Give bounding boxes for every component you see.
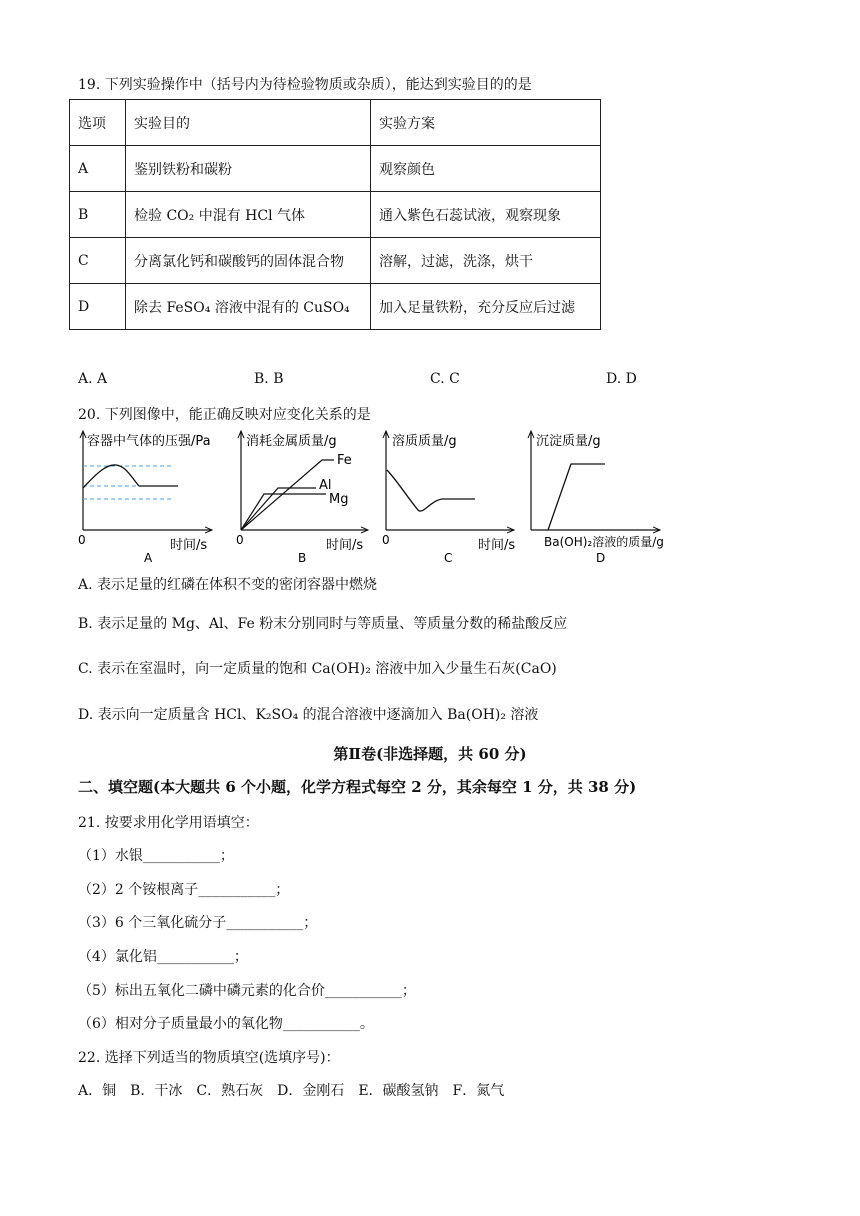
- q20-option-b: B. 表示足量的 Mg、Al、Fe 粉末分别同时与等质量、等质量分数的稀盐酸反应: [78, 616, 568, 632]
- section-heading: 二、填空题(本大题共 6 个小题，化学方程式每空 2 分，其余每空 1 分，共 38 分): [78, 778, 637, 796]
- table-cell: 检验 CO₂ 中混有 HCl 气体: [126, 192, 371, 238]
- table-cell: C: [70, 238, 126, 284]
- table-header-cell: 实验目的: [126, 100, 371, 146]
- graph-a-letter: A: [144, 551, 153, 565]
- q21-item: （6）相对分子质量最小的氧化物___________。: [78, 1016, 374, 1032]
- table-cell: 分离氯化钙和碳酸钙的固体混合物: [126, 238, 371, 284]
- graph-d-xlabel: Ba(OH)₂溶液的质量/g: [544, 535, 664, 549]
- graph-c-origin: 0: [382, 533, 390, 547]
- table-cell: 鉴别铁粉和碳粉: [126, 146, 371, 192]
- graph-b-line-mg: [241, 494, 326, 530]
- q19-choice-b: B. B: [254, 371, 284, 387]
- table-cell: 溶解，过滤，洗涤，烘干: [371, 238, 601, 284]
- q20-option-c: C. 表示在室温时，向一定质量的饱和 Ca(OH)₂ 溶液中加入少量生石灰(CaO): [78, 661, 557, 677]
- graph-c-ylabel: 溶质质量/g: [392, 434, 457, 449]
- graph-c-xlabel: 时间/s: [478, 538, 516, 553]
- q21-item: （4）氯化铝___________；: [78, 949, 248, 965]
- q19-choice-d: D. D: [606, 371, 637, 387]
- graph-d-letter: D: [596, 551, 606, 565]
- table-cell: D: [70, 284, 126, 330]
- graph-a-ylabel: 容器中气体的压强/Pa: [87, 434, 211, 449]
- q19-options-table: [69, 99, 601, 330]
- q21-stem: 21. 按要求用化学用语填空：: [78, 815, 259, 831]
- graph-a-curve: [83, 465, 178, 488]
- table-header-cell: 选项: [70, 100, 126, 146]
- graph-a: [78, 431, 212, 565]
- q20-graphs: [0, 426, 860, 568]
- graph-b-ylabel: 消耗金属质量/g: [246, 434, 337, 449]
- table-cell: A: [70, 146, 126, 192]
- graph-d-ylabel: 沉淀质量/g: [536, 434, 601, 449]
- graph-c-curve: [387, 470, 475, 511]
- table-row: [70, 238, 601, 284]
- table-row: [70, 146, 601, 192]
- q21-item: （5）标出五氧化二磷中磷元素的化合价___________；: [78, 983, 416, 999]
- graph-c: [382, 431, 515, 565]
- graph-b-line-fe: [241, 460, 334, 530]
- graph-b-xlabel: 时间/s: [326, 538, 364, 553]
- graph-b-label-al: Al: [319, 478, 332, 493]
- q20-option-d: D. 表示向一定质量含 HCl、K₂SO₄ 的混合溶液中逐滴加入 Ba(OH)₂ 溶液: [78, 707, 539, 723]
- table-row: [70, 284, 601, 330]
- graph-a-xlabel: 时间/s: [170, 538, 208, 553]
- q20-stem: 20. 下列图像中，能正确反映对应变化关系的是: [78, 407, 371, 423]
- graph-b-label-mg: Mg: [329, 492, 349, 507]
- graph-b-letter: B: [298, 551, 307, 565]
- graph-d-line: [548, 464, 605, 530]
- q21-item: （1）水银___________；: [78, 848, 234, 864]
- graph-d: [531, 431, 664, 565]
- q22-stem: 22. 选择下列适当的物质填空(选填序号)：: [78, 1050, 340, 1066]
- graph-b: [236, 431, 368, 565]
- q19-choice-a: A. A: [78, 371, 108, 387]
- q21-item: （3）6 个三氧化硫分子___________；: [78, 915, 318, 931]
- q19-stem: 19. 下列实验操作中（括号内为待检验物质或杂质），能达到实验目的的是: [78, 77, 532, 93]
- q19-choice-c: C. C: [430, 371, 460, 387]
- graph-b-origin: 0: [236, 533, 244, 547]
- table-header-row: [70, 100, 601, 146]
- q22-options: A．铜 B．干冰 C．熟石灰 D．金刚石 E．碳酸氢钠 F．氮气: [78, 1083, 505, 1099]
- graph-b-label-fe: Fe: [337, 453, 352, 468]
- table-row: [70, 192, 601, 238]
- graph-c-letter: C: [444, 551, 453, 565]
- graph-a-origin: 0: [78, 533, 86, 547]
- table-cell: B: [70, 192, 126, 238]
- part2-title: 第Ⅱ卷(非选择题，共 60 分): [333, 745, 527, 763]
- q20-option-a: A. 表示足量的红磷在体积不变的密闭容器中燃烧: [78, 577, 378, 593]
- table-cell: 观察颜色: [371, 146, 601, 192]
- q21-item: （2）2 个铵根离子___________；: [78, 882, 290, 898]
- table-cell: 除去 FeSO₄ 溶液中混有的 CuSO₄: [126, 284, 371, 330]
- table-header-cell: 实验方案: [371, 100, 601, 146]
- table-cell: 通入紫色石蕊试液，观察现象: [371, 192, 601, 238]
- table-cell: 加入足量铁粉，充分反应后过滤: [371, 284, 601, 330]
